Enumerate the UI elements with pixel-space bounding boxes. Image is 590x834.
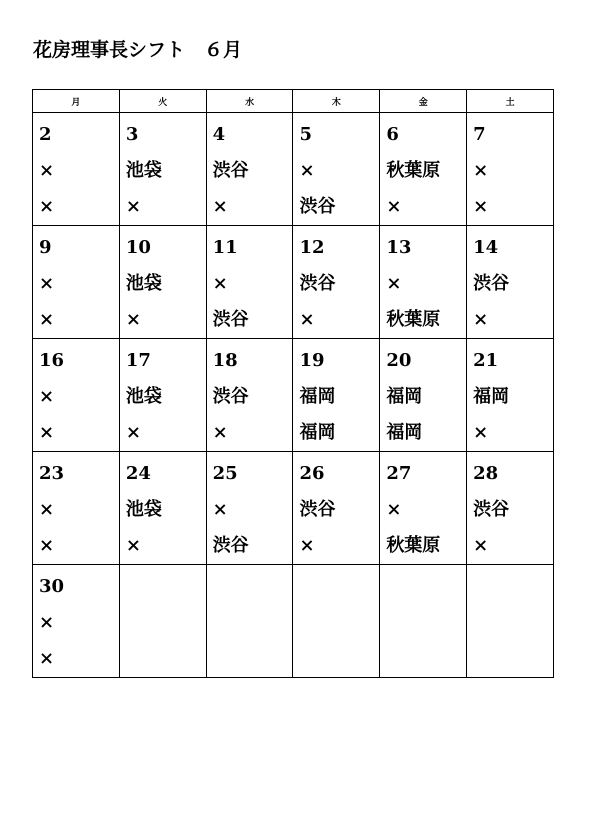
day-cell [293,565,380,678]
shift-slot-2: × [125,309,141,330]
shift-slot-2: × [473,309,489,330]
day-number: 19 [299,350,325,371]
shift-slot-2: × [299,535,315,556]
shift-slot-1: 池袋 [125,273,162,294]
shift-slot-1: 渋谷 [473,273,510,294]
shift-slot-1: × [39,612,55,633]
day-number: 5 [299,124,313,145]
shift-slot-1: × [299,160,315,181]
shift-slot-1: × [39,499,55,520]
day-cell [467,226,554,339]
day-number: 21 [473,350,499,371]
day-cell [467,113,554,226]
day-cell-content [293,565,379,677]
day-cell [467,339,554,452]
shift-calendar [32,89,554,678]
shift-slot-2: × [39,422,55,443]
shift-slot-1: 池袋 [125,386,162,407]
day-number: 26 [299,463,325,484]
day-number: 12 [299,237,325,258]
shift-slot-1: × [386,273,402,294]
shift-slot-1: 渋谷 [212,160,249,181]
day-cell [293,339,380,452]
shift-slot-1: × [212,273,228,294]
shift-slot-1: 池袋 [125,160,162,181]
day-cell [33,226,120,339]
day-number: 2 [39,124,52,145]
day-cell [206,452,293,565]
day-number: 7 [473,124,486,145]
day-cell-content [33,226,119,338]
day-cell [467,452,554,565]
shift-slot-1: 渋谷 [299,499,336,520]
day-cell [119,113,206,226]
shift-slot-1: 渋谷 [473,499,510,520]
day-cell [119,226,206,339]
shift-slot-1 [473,605,553,641]
shift-slot-2: × [125,535,141,556]
day-cell-content [293,226,379,338]
day-number [386,569,466,605]
day-number: 3 [125,124,139,145]
day-cell [380,565,467,678]
day-number: 30 [39,576,65,597]
day-number [126,569,206,605]
shift-slot-2 [386,641,466,677]
day-cell [33,565,120,678]
shift-slot-1: 渋谷 [299,273,336,294]
shift-slot-2: 福岡 [386,422,423,443]
day-cell [206,565,293,678]
weekday-header-row [33,90,554,113]
shift-slot-2: × [212,196,228,217]
day-number [299,569,379,605]
shift-slot-2: 福岡 [299,422,336,443]
week-row [33,452,554,565]
day-number: 23 [39,463,65,484]
day-cell [380,452,467,565]
day-number: 9 [39,237,52,258]
day-cell-content [293,452,379,564]
shift-slot-2: × [39,196,55,217]
shift-slot-2 [299,641,379,677]
day-cell-content [380,113,466,225]
day-number: 28 [473,463,499,484]
day-cell-content [380,226,466,338]
day-number: 24 [125,463,151,484]
week-row [33,113,554,226]
day-number [213,569,293,605]
day-cell-content [467,452,553,564]
day-cell-content [33,339,119,451]
day-cell-content [467,339,553,451]
day-cell-content [120,226,206,338]
shift-slot-2: 渋谷 [212,535,249,556]
shift-slot-2: 渋谷 [299,196,336,217]
day-cell-content [207,226,293,338]
day-cell-content [207,565,293,677]
day-cell-content [207,452,293,564]
shift-slot-2: × [125,196,141,217]
shift-slot-2: 秋葉原 [386,535,441,556]
day-number: 11 [212,237,238,258]
day-cell-content [380,452,466,564]
weekday-fri: 金 [380,90,467,113]
day-cell [380,113,467,226]
day-cell [33,339,120,452]
day-cell [380,339,467,452]
shift-slot-1: × [386,499,402,520]
shift-slot-2: × [473,535,489,556]
shift-slot-2: × [299,309,315,330]
shift-slot-2 [213,641,293,677]
shift-slot-2: × [473,422,489,443]
day-cell [293,226,380,339]
weekday-thu: 木 [293,90,380,113]
shift-slot-2: × [125,422,141,443]
day-cell-content [293,339,379,451]
weekday-wed: 水 [206,90,293,113]
day-cell-content [207,113,293,225]
week-row [33,565,554,678]
shift-slot-1: 秋葉原 [386,160,441,181]
weekday-sat: 土 [467,90,554,113]
day-cell-content [33,452,119,564]
shift-slot-2: × [39,648,55,669]
day-cell-content [467,113,553,225]
week-row [33,339,554,452]
day-cell-content [120,339,206,451]
day-cell [33,452,120,565]
day-cell-content [467,565,553,677]
day-cell-content [207,339,293,451]
week-row [33,226,554,339]
shift-slot-2: 渋谷 [212,309,249,330]
day-cell [33,113,120,226]
shift-slot-1 [213,605,293,641]
weekday-mon: 月 [33,90,120,113]
shift-slot-1: × [39,386,55,407]
day-cell-content [293,113,379,225]
day-cell-content [33,113,119,225]
shift-slot-1: 福岡 [473,386,510,407]
shift-slot-2: × [473,196,489,217]
day-cell-content [467,226,553,338]
day-number: 13 [386,237,412,258]
day-cell-content [120,565,206,677]
shift-slot-2 [473,641,553,677]
day-cell-content [120,113,206,225]
day-number: 25 [212,463,238,484]
day-number: 20 [386,350,412,371]
day-cell-content [380,339,466,451]
shift-slot-1: 福岡 [299,386,336,407]
shift-slot-1: 福岡 [386,386,423,407]
shift-slot-1 [126,605,206,641]
day-cell [206,339,293,452]
day-cell [119,565,206,678]
shift-slot-2: × [39,309,55,330]
day-number: 16 [39,350,65,371]
day-cell [293,113,380,226]
day-number: 18 [212,350,238,371]
shift-slot-1: × [473,160,489,181]
day-cell [119,452,206,565]
day-number: 4 [212,124,226,145]
day-cell [119,339,206,452]
day-number: 6 [386,124,399,145]
day-number: 10 [125,237,151,258]
page-title: 花房理事長シフト ６月 [33,39,243,61]
day-cell [206,226,293,339]
shift-slot-1 [299,605,379,641]
day-cell-content [380,565,466,677]
shift-slot-1: × [212,499,228,520]
shift-slot-2: × [39,535,55,556]
calendar-body [33,113,554,678]
shift-slot-1: × [39,273,55,294]
day-cell [293,452,380,565]
day-cell-content [33,565,119,677]
shift-slot-1: × [39,160,55,181]
shift-slot-1 [386,605,466,641]
day-cell [467,565,554,678]
shift-slot-2 [126,641,206,677]
day-cell [380,226,467,339]
shift-slot-2: 秋葉原 [386,309,441,330]
day-cell [206,113,293,226]
day-cell-content [120,452,206,564]
weekday-tue: 火 [119,90,206,113]
day-number [473,569,553,605]
shift-slot-1: 渋谷 [212,386,249,407]
day-number: 14 [473,237,499,258]
shift-slot-2: × [212,422,228,443]
shift-slot-2: × [386,196,402,217]
day-number: 17 [125,350,151,371]
day-number: 27 [386,463,412,484]
shift-slot-1: 池袋 [125,499,162,520]
